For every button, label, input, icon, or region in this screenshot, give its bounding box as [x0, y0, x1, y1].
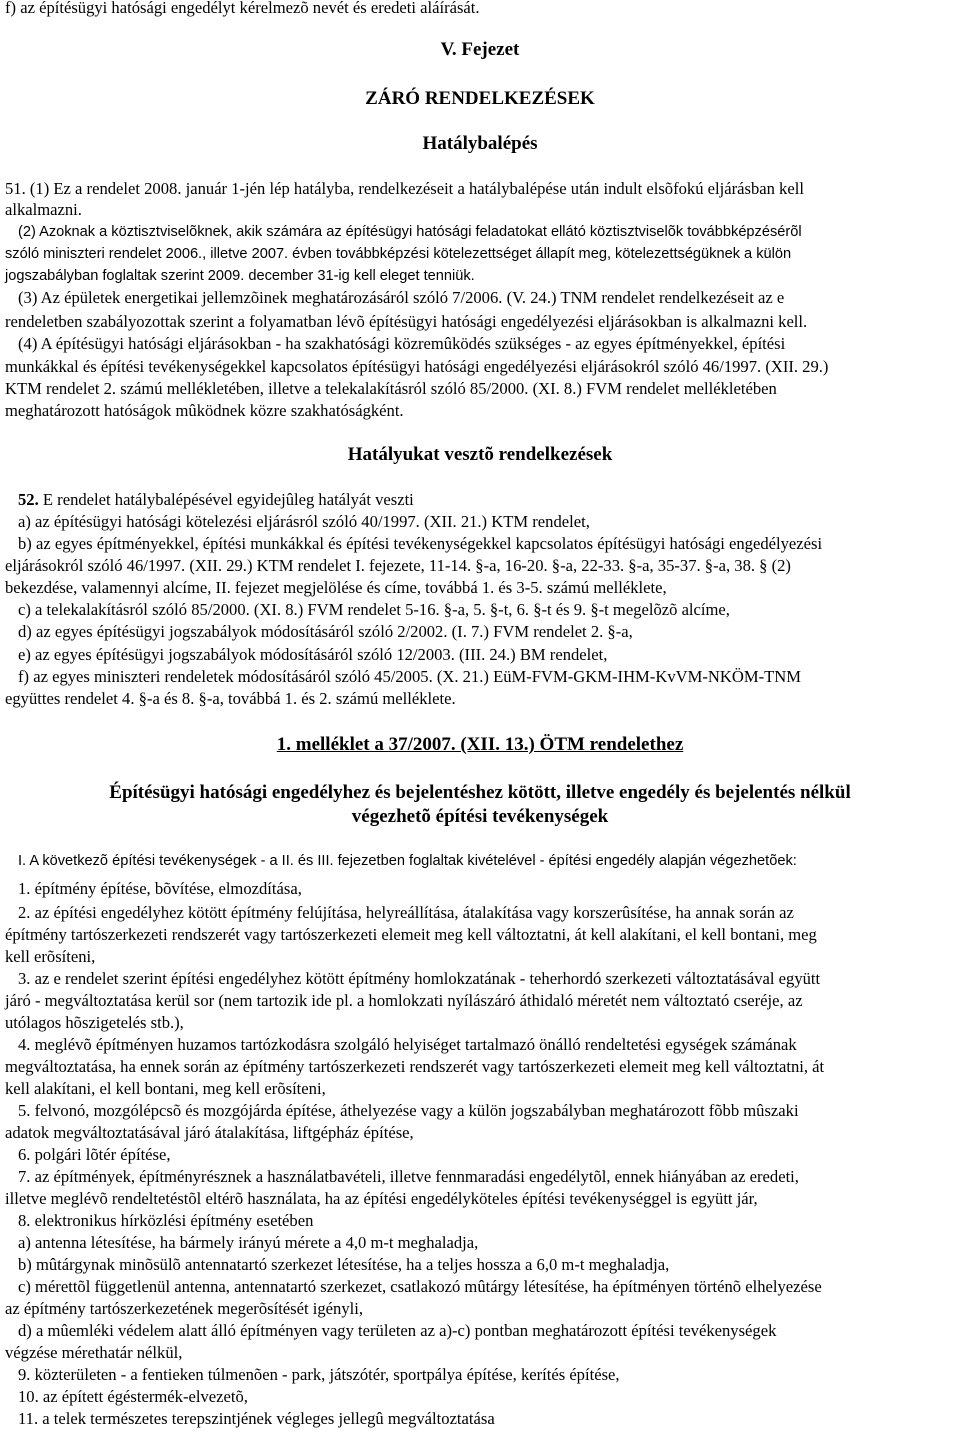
annex-title: 1. melléklet a 37/2007. (XII. 13.) ÖTM rendelethez: [276, 734, 684, 755]
text-line: meghatározott hatóságok mûködnek közre szakhatóságként.: [5, 401, 404, 420]
list-item: 5. felvonó, mozgólépcsõ és mozgójárda építése, áthelyezése vagy a külön jogszabályban meghatározott fõbb mûszaki: [18, 1101, 799, 1120]
text-line: alkalmazni.: [5, 200, 82, 219]
text-line: illetve meglévõ rendeltetéstõl eltérõ használata, ha az építési engedélyköteles építési tevékenységgel is együtt jár,: [5, 1189, 758, 1208]
text-line: 51. (1) Ez a rendelet 2008. január 1-jén lép hatályba, rendelkezéseit a hatálybalépése után indult elsõfokú eljárásban kell: [5, 179, 804, 198]
chapter-title: ZÁRÓ RENDELKEZÉSEK: [365, 88, 595, 109]
list-item: 4. meglévõ építményen huzamos tartózkodásra szolgáló helyiséget tartalmazó önálló rendeltetési egységek számának: [18, 1035, 797, 1054]
text-line: c) a telekalakításról szóló 85/2000. (XI. 8.) FVM rendelet 5-16. §-a, 5. §-t, 6. §-t és 9. §-t megelõzõ alcíme,: [18, 600, 730, 619]
list-item: d) a mûemléki védelem alatt álló építményen vagy területen az a)-c) pontban meghatározott építési tevékenységek: [18, 1321, 777, 1340]
text-line: szóló miniszteri rendelet 2006., illetve 2007. évben továbbképzési kötelezettséget állapít meg, kötelezettségüknek a külön: [5, 246, 792, 262]
list-item: c) mérettõl függetlenül antenna, antennatartó szerkezet, csatlakozó mûtárgy létesítése, ha építményen történõ elhelyezése: [18, 1277, 822, 1296]
text-line: b) az egyes építményekkel, építési munkákkal és építési tevékenységekkel kapcsolatos építésügyi hatósági engedélyezési: [18, 534, 823, 553]
text-line: munkákkal és építési tevékenységekkel kapcsolatos építésügyi hatósági engedélyezési eljárásokról szóló 46/1997. (XII. 29.): [5, 357, 829, 376]
list-item: b) mûtárgynak minõsülõ antennatartó szerkezet létesítése, ha a teljes hossza a 6,0 m-t meghaladja,: [18, 1255, 670, 1274]
list-item: a) antenna létesítése, ha bármely irányú mérete a 4,0 m-t meghaladja,: [18, 1233, 479, 1252]
annex-subtitle: végezhetõ építési tevékenységek: [351, 806, 609, 827]
text-line: f) az egyes miniszteri rendeletek módosításáról szóló 45/2005. (X. 21.) EüM-FVM-GKM-IHM-KvVM-NKÖM-TNM: [18, 667, 801, 686]
text-line: kell erõsíteni,: [5, 947, 96, 966]
paragraph-text: E rendelet hatálybalépésével egyidejûleg hatályát veszti: [38, 490, 414, 509]
section-heading: Hatálybalépés: [422, 133, 538, 154]
text-line: d) az egyes építésügyi jogszabályok módosításáról szóló 2/2002. (I. 7.) FVM rendelet 2. §-a,: [18, 622, 633, 641]
text-line: utólagos hõszigetelés stb.),: [5, 1013, 184, 1032]
paragraph-number: 52.: [18, 490, 39, 509]
text-line: építmény tartószerkezeti rendszerét vagy tartószerkezeti elemeit meg kell változtatni, át kell alakítani, el kell bontani, meg: [5, 925, 817, 944]
text-line: az építmény tartószerkezetének megerõsítését igényli,: [5, 1299, 363, 1318]
text-line: [18, 490, 955, 510]
text-line: bekezdése, valamennyi alcíme, II. fejezet megjelölése és címe, továbbá 1. és 3-5. számú melléklete,: [5, 578, 667, 597]
text-line: rendeletben szabályozottak szerint a folyamatban lévõ építésügyi hatósági engedélyezési eljárásokban is alkalmazni kell.: [5, 312, 808, 331]
list-item: 2. az építési engedélyhez kötött építmény felújítása, helyreállítása, átalakítása vagy korszerûsítése, ha annak során az: [18, 903, 794, 922]
text-line: (2) Azoknak a köztisztviselõknek, akik számára az építésügyi hatósági feladatokat ellátó köztisztviselõk továbbképzésérõl: [18, 224, 802, 240]
text-line: a) az építésügyi hatósági kötelezési eljárásról szóló 40/1997. (XII. 21.) KTM rendelet,: [18, 512, 590, 531]
text-line: (4) A építésügyi hatósági eljárásokban - ha szakhatósági közremûködés szükséges - az egyes építményekkel, építési: [18, 334, 786, 353]
list-item: 1. építmény építése, bõvítése, elmozdítása,: [18, 879, 302, 898]
annex-subtitle: Építésügyi hatósági engedélyhez és bejelentéshez kötött, illetve engedély és bejelentés nélkül: [109, 782, 851, 803]
text-line: kell alakítani, el kell bontani, meg kell erõsíteni,: [5, 1079, 326, 1098]
list-item: 11. a telek természetes terepszintjének végleges jellegû megváltoztatása: [18, 1409, 495, 1428]
text-line: eljárásokról szóló 46/1997. (XII. 29.) KTM rendelet I. fejezete, 11-14. §-a, 16-20. §-a, 22-33. §-a, 35-37. §-a, 38. § (2): [5, 556, 791, 575]
list-item: 6. polgári lõtér építése,: [18, 1145, 171, 1164]
list-item: 7. az építmények, építményrésznek a használatbavételi, illetve fennmaradási engedélytõl, ennek hiányában az eredeti,: [18, 1167, 799, 1186]
list-item: 8. elektronikus hírközlési építmény esetében: [18, 1211, 314, 1230]
text-line: I. A következõ építési tevékenységek - a II. és III. fejezetben foglaltak kivételével - építési engedély alapján végezhetõek:: [18, 853, 797, 869]
list-item: 3. az e rendelet szerint építési engedélyhez kötött építmény homlokzatának - teherhordó szerkezeti változtatásával együtt: [18, 969, 821, 988]
text-line: járó - megváltoztatása kerül sor (nem tartozik ide pl. a homlokzati nyílászáró áthidaló méretét nem változtató cseréje, az: [5, 991, 803, 1010]
text-line: végzése mérethatár nélkül,: [5, 1343, 183, 1362]
text-line: e) az egyes építésügyi jogszabályok módosításáról szóló 12/2003. (III. 24.) BM rendelet,: [18, 645, 608, 664]
text-line: (3) Az épületek energetikai jellemzõinek meghatározásáról szóló 7/2006. (V. 24.) TNM rendelet rendelkezéseit az e: [18, 288, 785, 307]
text-line: együttes rendelet 4. §-a és 8. §-a, továbbá 1. és 2. számú melléklete.: [5, 689, 456, 708]
text-line: KTM rendelet 2. számú mellékletében, illetve a telekalakításról szóló 85/2000. (XI. 8.) FVM rendelet mellékletében: [5, 379, 777, 398]
text-line: adatok megváltoztatásával járó átalakítása, liftgépház építése,: [5, 1123, 414, 1142]
text-line: jogszabályban foglaltak szerint 2009. december 31-ig kell eleget tenniük.: [5, 268, 475, 284]
chapter-heading: V. Fejezet: [440, 39, 520, 60]
list-item: 9. közterületen - a fentieken túlmenõen - park, játszótér, sportpálya építése, kerítés építése,: [18, 1365, 620, 1384]
section-heading: Hatályukat vesztõ rendelkezések: [347, 444, 613, 465]
list-item: 10. az épített égéstermék-elvezetõ,: [18, 1387, 248, 1406]
text-line: f) az építésügyi hatósági engedélyt kérelmezõ nevét és eredeti aláírását.: [5, 0, 480, 17]
text-line: megváltoztatása, ha ennek során az építmény tartószerkezeti rendszerét vagy tartószerkezeti elemeit meg kell változtatni, át: [5, 1057, 825, 1076]
